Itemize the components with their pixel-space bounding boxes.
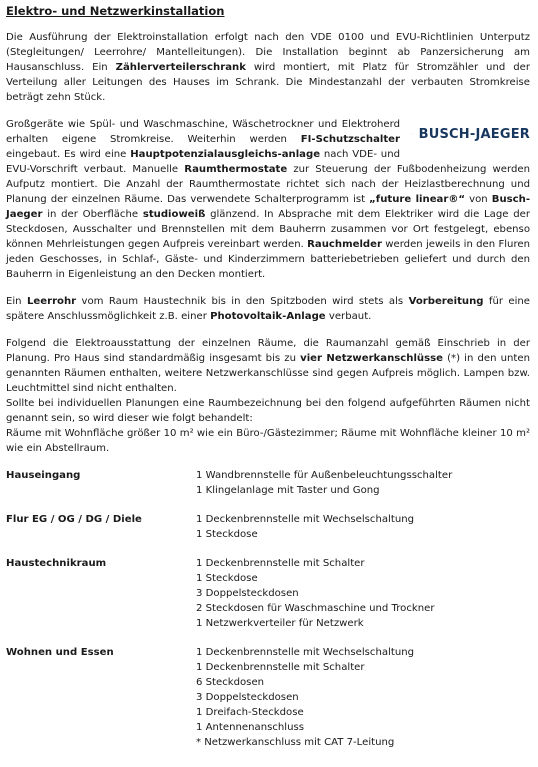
room-haustechnikraum (6, 556, 530, 631)
paragraph-devices: BUSCH-JAEGER Großgeräte wie Spül- und Waschmaschine, Wäschetrockner und Elektroherd erhalten eigene Stromkreise. Weiterhin werden FI-Schutzschalter eingebaut. Es wird eine Hauptpotenzialausgleichs-anlage nach VDE- und EVU-Vorschrift verbaut. Manuelle Raumthermostate zur Steuerung der Fußbodenheizung werden Aufputz montiert. Die Anzahl der Raumthermostate richtet sich nach der Heizlastberechnung und Planung der einzelnen Räume. Das verwendete Schalterprogramm ist „future linear®“ von Busch-Jaeger in der Oberfläche studioweiß glänzend. In Absprache mit dem Elektriker wird die Lage der Steckdosen, Ausschalter und Brennstellen mit dem Bauherrn zusammen vor Ort festgelegt, ebenso können Mehrleistungen gegen Aufpreis vereinbart werden. Rauchmelder werden jeweils in den Fluren jeden Geschosses, in Schlaf-, Gäste- und Kinderzimmern batteriebetrieben geliefert und durch den Bauherrn in Eigenleistung an den Decken montiert. (6, 119, 531, 280)
room-item: 1 Antennenanschluss (196, 722, 305, 733)
section-title: Elektro- und Netzwerkinstallation (6, 4, 225, 18)
room-item: 1 Deckenbrennstelle mit Wechselschaltung (196, 514, 415, 525)
room-item: 1 Steckdose (196, 573, 258, 584)
room-item: 1 Deckenbrennstelle mit Schalter (196, 662, 365, 673)
room-item: 1 Wandbrennstelle für Außenbeleuchtungsschalter (196, 470, 453, 481)
room-list (6, 468, 530, 750)
room-item: * Netzwerkanschluss mit CAT 7-Leitung (196, 737, 395, 748)
room-item: 2 Steckdosen für Waschmaschine und Trockner (196, 603, 435, 614)
room-item: 1 Deckenbrennstelle mit Wechselschaltung (196, 647, 415, 658)
room-name: Wohnen und Essen (6, 647, 114, 658)
paragraph-installation: Die Ausführung der Elektroinstallation erfolgt nach den VDE 0100 und EVU-Richtlinien Unterputz (Stegleitungen/ Leerrohre/ Mantelleitungen). Die Installation beginnt ab Panzersicherung am Hausanschluss. Ein Zählerverteilerschrank wird montiert, mit Platz für Stromzähler und der Verteilung aller Leitungen des Hauses im Schrank. Die Mindestanzahl der verbauten Stromkreise beträgt zehn Stück. (6, 32, 530, 103)
logo-text: BUSCH-JAEGER (418, 126, 530, 142)
room-item: 1 Dreifach-Steckdose (196, 707, 304, 718)
room-item: 1 Deckenbrennstelle mit Schalter (196, 558, 365, 569)
room-name: Haustechnikraum (6, 558, 107, 569)
document-page (6, 4, 530, 764)
busch-jaeger-logo (412, 117, 530, 151)
room-item: 3 Doppelsteckdosen (196, 588, 299, 599)
room-item: 1 Netzwerkverteiler für Netzwerk (196, 618, 364, 629)
room-wohnen-essen (6, 645, 530, 750)
room-name: Hauseingang (6, 470, 81, 481)
room-name: Flur EG / OG / DG / Diele (6, 514, 142, 525)
paragraph-leerrohr: Ein Leerrohr vom Raum Haustechnik bis in den Spitzboden wird stets als Vorbereitung für eine spätere Anschlussmöglichkeit z.B. einer Photovoltaik-Anlage verbaut. (6, 296, 530, 322)
room-item: 6 Steckdosen (196, 677, 265, 688)
paragraph-rooms-intro: Folgend die Elektroausstattung der einzelnen Räume, die Raumanzahl gemäß Einschrieb in der Planung. Pro Haus sind standardmäßig insgesamt bis zu vier Netzwerkanschlüsse (*) in den unten genannten Räumen enthalten, weitere Netzwerkanschlüsse sind gegen Aufpreis möglich. Lampen bzw. Leuchtmittel sind nicht enthalten. Sollte bei individuellen Planungen eine Raumbezeichnung bei den folgend aufgeführten Räumen nicht genannt sein, so wird dieser wie folgt behandelt: Räume mit Wohnfläche größer 10 m² wie ein Büro-/Gästezimmer; Räume mit Wohnfläche kleiner 10 m² wie ein Abstellraum. (6, 338, 530, 454)
busch-jaeger-logo-icon (412, 119, 413, 149)
room-flur (6, 512, 530, 542)
room-item: 3 Doppelsteckdosen (196, 692, 299, 703)
room-item: 1 Klingelanlage mit Taster und Gong (196, 485, 380, 496)
room-item: 1 Steckdose (196, 529, 258, 540)
room-hauseingang (6, 468, 530, 498)
